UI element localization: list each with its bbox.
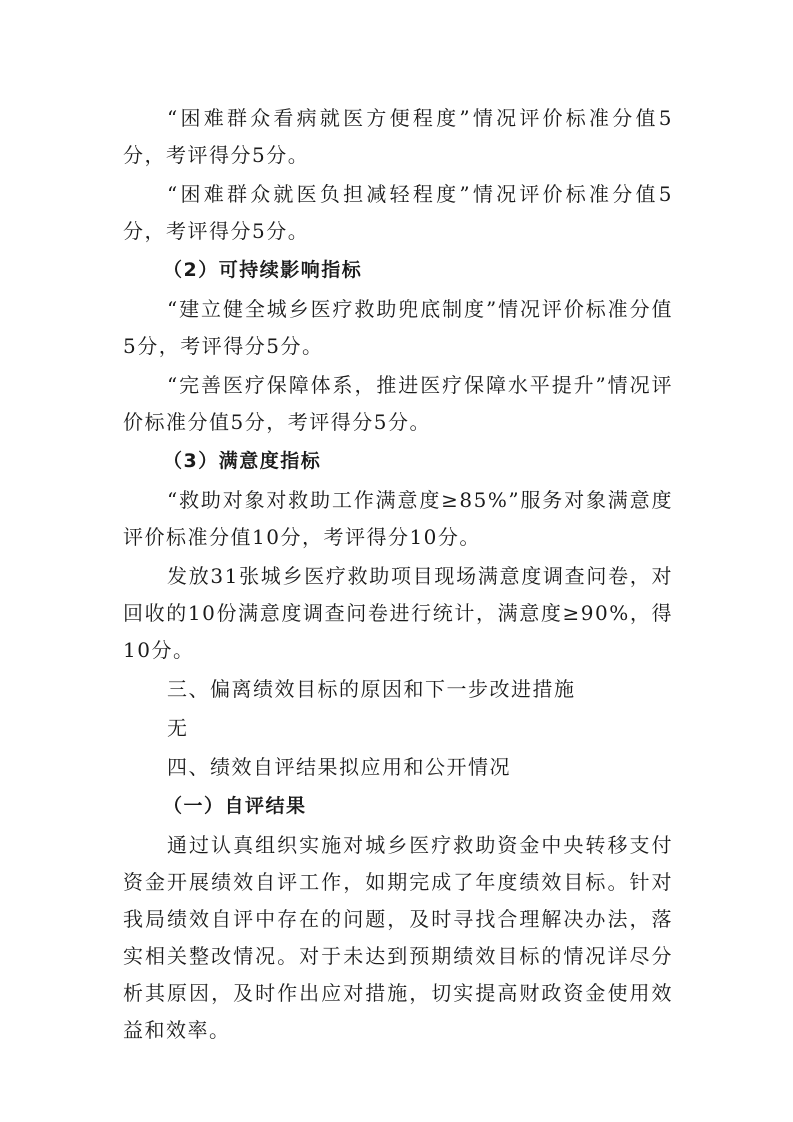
heading-satisfaction-indicator: （3）满意度指标 [163,450,322,472]
paragraph-self-evaluation-summary: 通过认真组织实施对城乡医疗救助资金中央转移支付资金开展绩效自评工作，如期完成了年度绩效目标。针对我局绩效自评中存在的问题，及时寻找合理解决办法，落实相关整改情况。对于未达到预期绩效目标的情况详尽分析其原因，及时作出应对措施，切实提高财政资金使用效益和效率。 [123,833,673,1042]
paragraph-none: 无 [167,716,189,740]
section-heading-results-application: 四、绩效自评结果拟应用和公开情况 [167,755,511,779]
paragraph-safety-net-system: “建立健全城乡医疗救助兜底制度”情况评价标准分值5分，考评得分5分。 [123,297,673,358]
heading-sustainable-impact: （2）可持续影响指标 [163,259,363,281]
paragraph-medical-security-system: “完善医疗保障体系，推进医疗保障水平提升”情况评价标准分值5分，考评得分5分。 [123,373,673,434]
section-heading-deviation-reasons: 三、偏离绩效目标的原因和下一步改进措施 [167,677,576,701]
paragraph-convenience-indicator: “困难群众看病就医方便程度”情况评价标准分值5分，考评得分5分。 [123,106,673,167]
heading-self-evaluation-results: （一）自评结果 [163,795,307,817]
paragraph-survey-results: 发放31张城乡医疗救助项目现场满意度调查问卷，对回收的10份满意度调查问卷进行统计，满意度≥90%，得10分。 [123,564,673,662]
paragraph-burden-indicator: “困难群众就医负担减轻程度”情况评价标准分值5分，考评得分5分。 [123,182,673,243]
document-body [123,100,673,1049]
paragraph-satisfaction-score: “救助对象对救助工作满意度≥85%”服务对象满意度评价标准分值10分，考评得分10分。 [123,488,673,549]
